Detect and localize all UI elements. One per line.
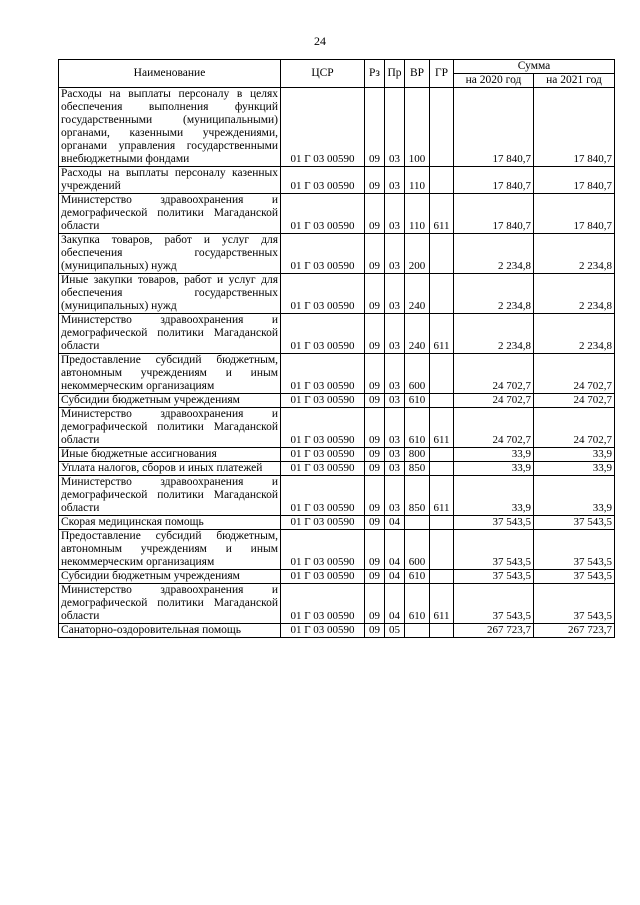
cell-name: Иные бюджетные ассигнования — [59, 448, 281, 462]
cell-gr — [430, 88, 454, 167]
cell-sum-2021: 37 543,5 — [534, 584, 615, 624]
cell-csr: 01 Г 03 00590 — [281, 354, 365, 394]
cell-gr — [430, 167, 454, 194]
cell-sum-2020: 17 840,7 — [454, 88, 534, 167]
cell-sum-2020: 17 840,7 — [454, 167, 534, 194]
cell-gr: 611 — [430, 584, 454, 624]
cell-name: Закупка товаров, работ и услуг для обеспечения государственных (муниципальных) нужд — [59, 234, 281, 274]
cell-pr: 05 — [385, 624, 405, 638]
cell-pr: 03 — [385, 354, 405, 394]
cell-pr: 03 — [385, 194, 405, 234]
cell-csr: 01 Г 03 00590 — [281, 408, 365, 448]
cell-rz: 09 — [365, 394, 385, 408]
cell-gr: 611 — [430, 314, 454, 354]
cell-sum-2021: 17 840,7 — [534, 167, 615, 194]
cell-csr: 01 Г 03 00590 — [281, 88, 365, 167]
cell-pr: 03 — [385, 394, 405, 408]
cell-vr: 610 — [405, 408, 430, 448]
cell-csr: 01 Г 03 00590 — [281, 394, 365, 408]
header-sum-2020: на 2020 год — [454, 74, 534, 88]
cell-csr: 01 Г 03 00590 — [281, 448, 365, 462]
cell-rz: 09 — [365, 314, 385, 354]
header-name: Наименование — [59, 60, 281, 88]
cell-csr: 01 Г 03 00590 — [281, 194, 365, 234]
cell-name: Министерство здравоохранения и демографической политики Магаданской области — [59, 194, 281, 234]
cell-gr — [430, 530, 454, 570]
cell-sum-2021: 37 543,5 — [534, 516, 615, 530]
cell-gr — [430, 462, 454, 476]
cell-name: Субсидии бюджетным учреждениям — [59, 570, 281, 584]
cell-vr: 610 — [405, 570, 430, 584]
cell-name: Министерство здравоохранения и демографической политики Магаданской области — [59, 476, 281, 516]
cell-gr: 611 — [430, 476, 454, 516]
header-row — [59, 60, 615, 74]
cell-gr: 611 — [430, 194, 454, 234]
cell-sum-2021: 24 702,7 — [534, 408, 615, 448]
cell-rz: 09 — [365, 570, 385, 584]
cell-rz: 09 — [365, 167, 385, 194]
cell-sum-2020: 33,9 — [454, 462, 534, 476]
table-row — [59, 314, 615, 354]
cell-sum-2020: 267 723,7 — [454, 624, 534, 638]
table-header — [59, 60, 615, 88]
cell-rz: 09 — [365, 234, 385, 274]
header-rz: Рз — [365, 60, 385, 88]
cell-gr — [430, 354, 454, 394]
cell-sum-2020: 17 840,7 — [454, 194, 534, 234]
cell-sum-2021: 33,9 — [534, 476, 615, 516]
cell-gr — [430, 394, 454, 408]
cell-rz: 09 — [365, 194, 385, 234]
page-number: 24 — [314, 34, 326, 48]
cell-name: Субсидии бюджетным учреждениям — [59, 394, 281, 408]
cell-pr: 03 — [385, 448, 405, 462]
cell-csr: 01 Г 03 00590 — [281, 234, 365, 274]
cell-vr: 600 — [405, 530, 430, 570]
cell-name: Санаторно-оздоровительная помощь — [59, 624, 281, 638]
cell-csr: 01 Г 03 00590 — [281, 314, 365, 354]
table-row — [59, 274, 615, 314]
cell-gr — [430, 570, 454, 584]
cell-vr: 110 — [405, 167, 430, 194]
cell-pr: 03 — [385, 476, 405, 516]
cell-vr: 850 — [405, 462, 430, 476]
header-sum-2021: на 2021 год — [534, 74, 615, 88]
cell-sum-2021: 37 543,5 — [534, 530, 615, 570]
cell-pr: 03 — [385, 167, 405, 194]
cell-name: Уплата налогов, сборов и иных платежей — [59, 462, 281, 476]
cell-csr: 01 Г 03 00590 — [281, 167, 365, 194]
cell-pr: 03 — [385, 274, 405, 314]
cell-vr — [405, 624, 430, 638]
cell-pr: 03 — [385, 88, 405, 167]
cell-name: Расходы на выплаты персоналу казенных учреждений — [59, 167, 281, 194]
cell-vr: 240 — [405, 314, 430, 354]
cell-gr — [430, 516, 454, 530]
cell-vr: 240 — [405, 274, 430, 314]
cell-vr: 110 — [405, 194, 430, 234]
cell-sum-2021: 17 840,7 — [534, 194, 615, 234]
cell-rz: 09 — [365, 530, 385, 570]
cell-csr: 01 Г 03 00590 — [281, 476, 365, 516]
cell-vr — [405, 516, 430, 530]
cell-sum-2020: 24 702,7 — [454, 394, 534, 408]
cell-name: Министерство здравоохранения и демографической политики Магаданской области — [59, 408, 281, 448]
cell-sum-2021: 17 840,7 — [534, 88, 615, 167]
cell-csr: 01 Г 03 00590 — [281, 462, 365, 476]
cell-sum-2021: 2 234,8 — [534, 234, 615, 274]
cell-pr: 04 — [385, 516, 405, 530]
table-row — [59, 354, 615, 394]
cell-gr — [430, 234, 454, 274]
table-body — [59, 88, 615, 638]
cell-rz: 09 — [365, 354, 385, 394]
cell-rz: 09 — [365, 584, 385, 624]
cell-sum-2020: 24 702,7 — [454, 354, 534, 394]
cell-gr — [430, 448, 454, 462]
cell-csr: 01 Г 03 00590 — [281, 624, 365, 638]
cell-vr: 200 — [405, 234, 430, 274]
cell-rz: 09 — [365, 88, 385, 167]
cell-name: Иные закупки товаров, работ и услуг для обеспечения государственных (муниципальных) нужд — [59, 274, 281, 314]
cell-name: Министерство здравоохранения и демографической политики Магаданской области — [59, 584, 281, 624]
cell-csr: 01 Г 03 00590 — [281, 584, 365, 624]
cell-sum-2020: 2 234,8 — [454, 274, 534, 314]
header-sum: Сумма — [454, 60, 615, 74]
cell-sum-2020: 33,9 — [454, 476, 534, 516]
cell-rz: 09 — [365, 624, 385, 638]
header-gr: ГР — [430, 60, 454, 88]
header-pr: Пр — [385, 60, 405, 88]
cell-name: Расходы на выплаты персоналу в целях обеспечения выполнения функций государственными (муниципальными) органами, казенными учреждениями, органами управления государственными внебюджетными фондами — [59, 88, 281, 167]
cell-sum-2021: 267 723,7 — [534, 624, 615, 638]
cell-sum-2020: 33,9 — [454, 448, 534, 462]
table-row — [59, 530, 615, 570]
header-csr: ЦСР — [281, 60, 365, 88]
cell-csr: 01 Г 03 00590 — [281, 530, 365, 570]
table-row — [59, 448, 615, 462]
cell-sum-2021: 33,9 — [534, 462, 615, 476]
table-row — [59, 516, 615, 530]
cell-vr: 610 — [405, 394, 430, 408]
table-row — [59, 462, 615, 476]
header-vr: ВР — [405, 60, 430, 88]
budget-table — [58, 59, 615, 638]
cell-rz: 09 — [365, 516, 385, 530]
table-row — [59, 408, 615, 448]
cell-vr: 850 — [405, 476, 430, 516]
cell-rz: 09 — [365, 462, 385, 476]
table-row — [59, 476, 615, 516]
cell-pr: 03 — [385, 408, 405, 448]
cell-sum-2020: 2 234,8 — [454, 314, 534, 354]
cell-sum-2020: 37 543,5 — [454, 570, 534, 584]
cell-sum-2020: 37 543,5 — [454, 516, 534, 530]
cell-name: Предоставление субсидий бюджетным, автономным учреждениям и иным некоммерческим организациям — [59, 530, 281, 570]
cell-rz: 09 — [365, 274, 385, 314]
table-row — [59, 88, 615, 167]
cell-sum-2021: 2 234,8 — [534, 314, 615, 354]
cell-sum-2020: 24 702,7 — [454, 408, 534, 448]
cell-pr: 04 — [385, 570, 405, 584]
cell-vr: 600 — [405, 354, 430, 394]
cell-vr: 610 — [405, 584, 430, 624]
table-row — [59, 394, 615, 408]
cell-pr: 03 — [385, 234, 405, 274]
cell-name: Скорая медицинская помощь — [59, 516, 281, 530]
cell-name: Предоставление субсидий бюджетным, автономным учреждениям и иным некоммерческим организациям — [59, 354, 281, 394]
table-row — [59, 584, 615, 624]
cell-rz: 09 — [365, 408, 385, 448]
cell-sum-2021: 24 702,7 — [534, 354, 615, 394]
cell-sum-2020: 2 234,8 — [454, 234, 534, 274]
cell-sum-2021: 2 234,8 — [534, 274, 615, 314]
cell-csr: 01 Г 03 00590 — [281, 570, 365, 584]
cell-pr: 04 — [385, 584, 405, 624]
cell-sum-2021: 33,9 — [534, 448, 615, 462]
cell-sum-2021: 37 543,5 — [534, 570, 615, 584]
cell-csr: 01 Г 03 00590 — [281, 516, 365, 530]
cell-rz: 09 — [365, 476, 385, 516]
cell-pr: 03 — [385, 314, 405, 354]
cell-gr — [430, 624, 454, 638]
cell-vr: 100 — [405, 88, 430, 167]
cell-rz: 09 — [365, 448, 385, 462]
cell-gr — [430, 274, 454, 314]
cell-csr: 01 Г 03 00590 — [281, 274, 365, 314]
table-row — [59, 570, 615, 584]
cell-sum-2021: 24 702,7 — [534, 394, 615, 408]
cell-sum-2020: 37 543,5 — [454, 584, 534, 624]
table-row — [59, 624, 615, 638]
cell-vr: 800 — [405, 448, 430, 462]
cell-name: Министерство здравоохранения и демографической политики Магаданской области — [59, 314, 281, 354]
table-row — [59, 194, 615, 234]
cell-pr: 04 — [385, 530, 405, 570]
table-row — [59, 167, 615, 194]
table-row — [59, 234, 615, 274]
cell-gr: 611 — [430, 408, 454, 448]
cell-pr: 03 — [385, 462, 405, 476]
cell-sum-2020: 37 543,5 — [454, 530, 534, 570]
